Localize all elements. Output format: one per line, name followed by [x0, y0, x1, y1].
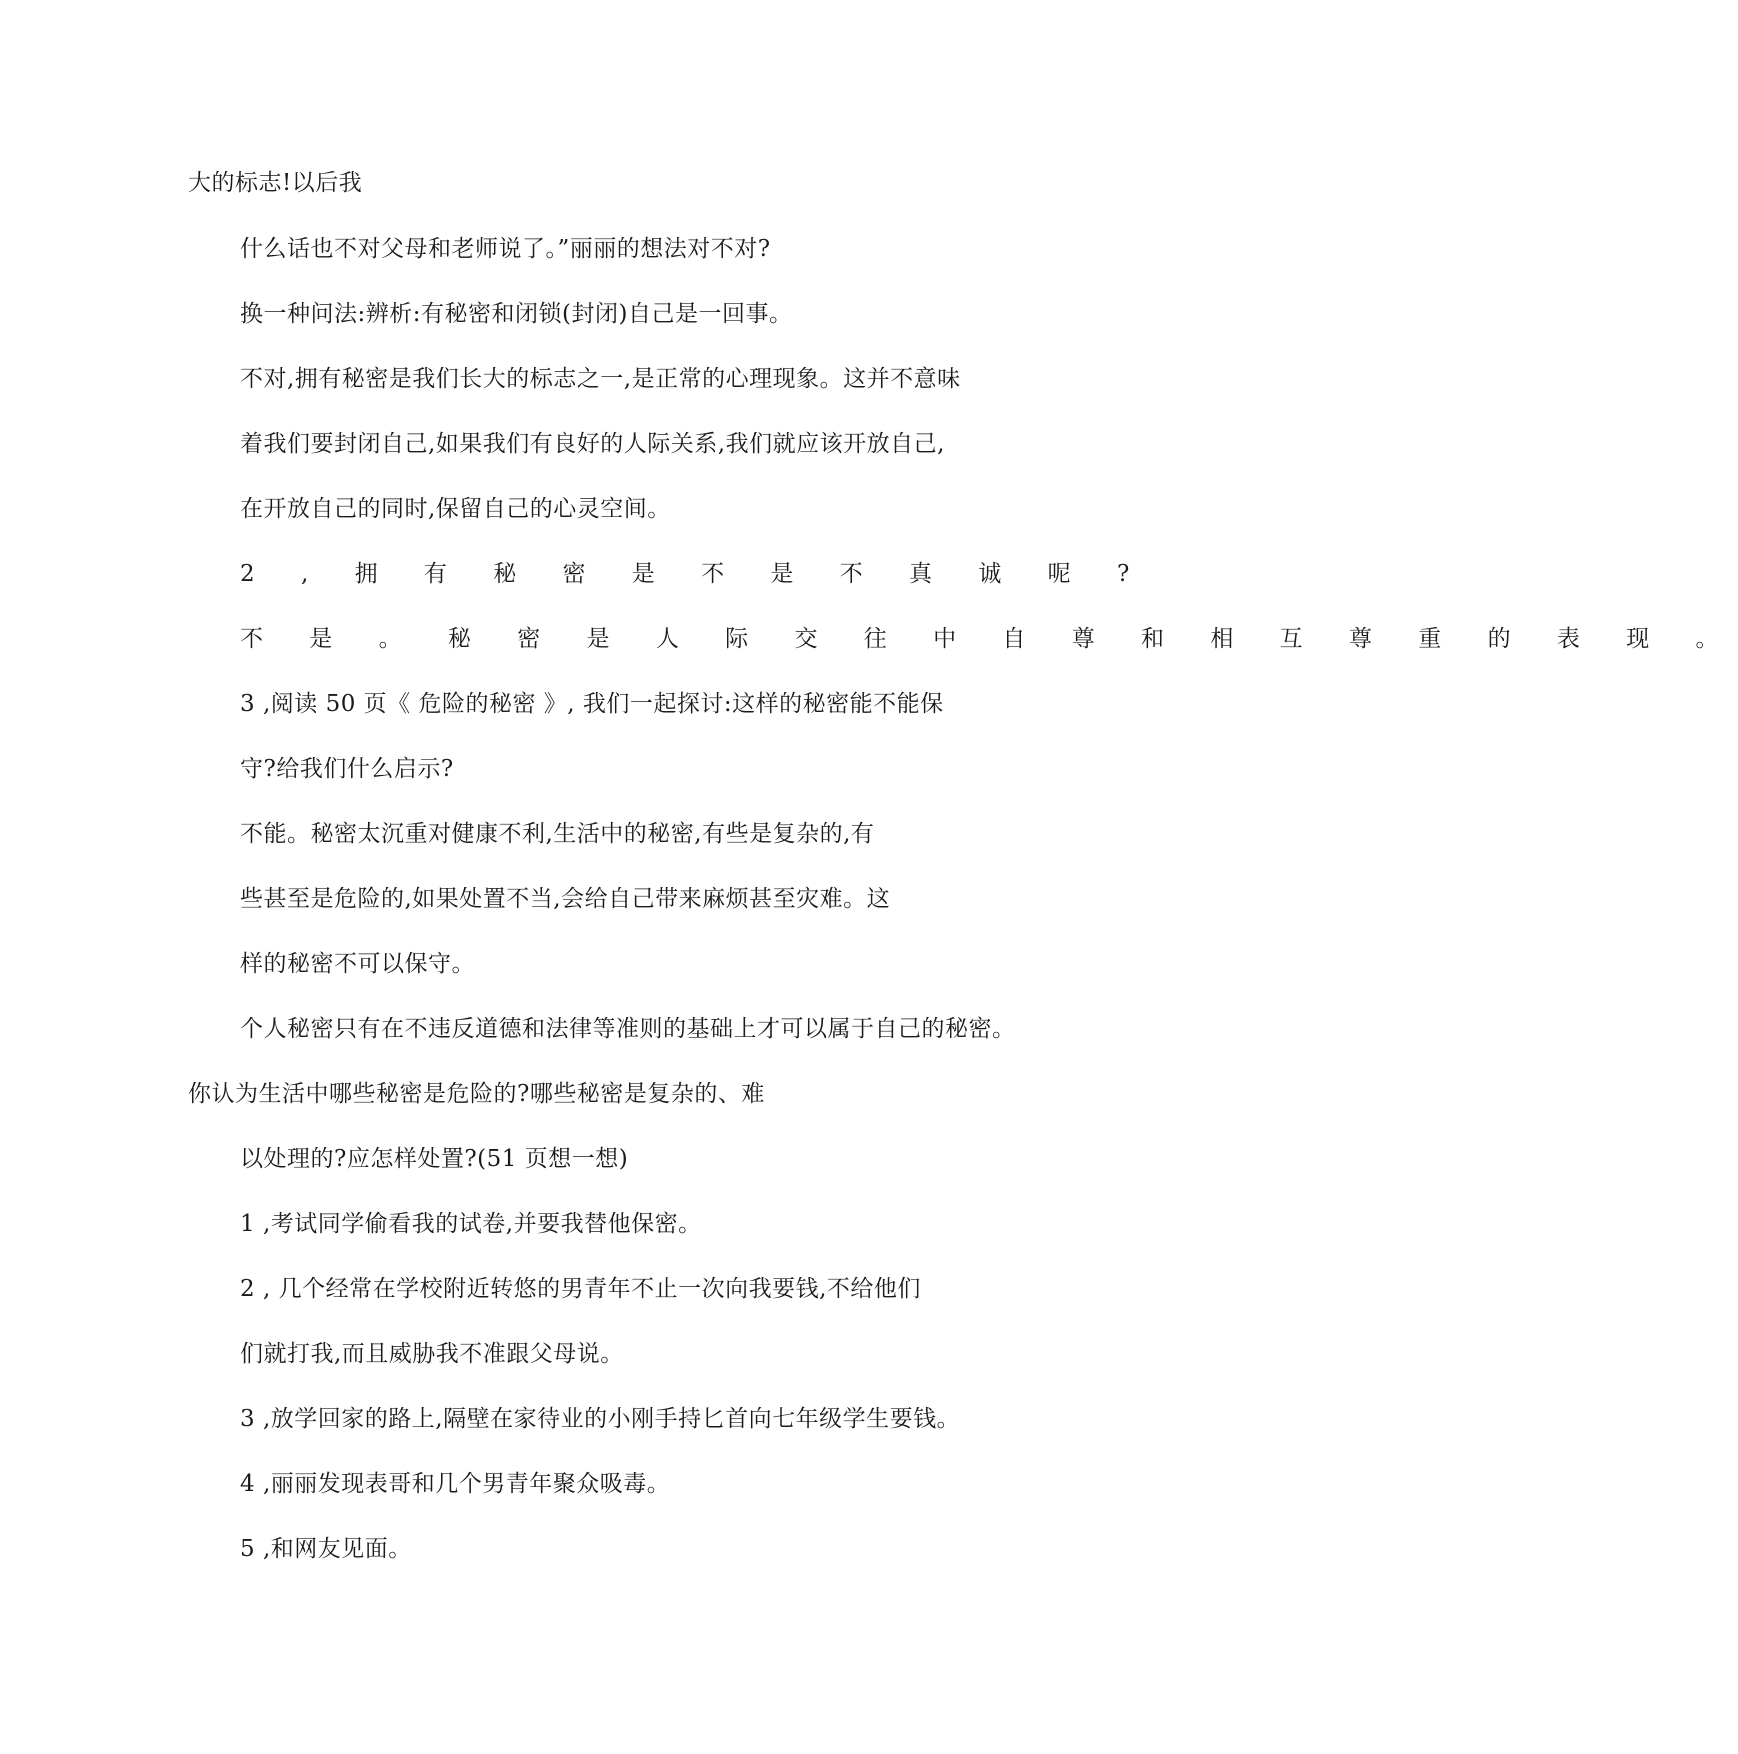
text-line: 你认为生活中哪些秘密是危险的?哪些秘密是复杂的、难 [188, 1081, 765, 1107]
text-line: 大的标志!以后我 [188, 170, 363, 196]
text-line: 守?给我们什么启示? [240, 756, 454, 782]
list-item: 1 ,考试同学偷看我的试卷,并要我替他保密。 [240, 1211, 702, 1237]
list-item: 2 , 几个经常在学校附近转悠的男青年不止一次向我要钱,不给他们 [240, 1276, 921, 1302]
list-item: 4 ,丽丽发现表哥和几个男青年聚众吸毒。 [240, 1471, 671, 1497]
question-heading: 3 ,阅读 50 页《 危险的秘密 》, 我们一起探讨:这样的秘密能不能保 [240, 691, 944, 717]
text-line: 们就打我,而且威胁我不准跟父母说。 [240, 1341, 624, 1367]
text-line: 个人秘密只有在不违反道德和法律等准则的基础上才可以属于自己的秘密。 [240, 1016, 1016, 1042]
text-line: 以处理的?应怎样处置?(51 页想一想) [240, 1146, 629, 1172]
question-heading: 2 , 拥 有 秘 密 是 不 是 不 真 诚 呢 ? [240, 561, 1149, 587]
text-line: 不对,拥有秘密是我们长大的标志之一,是正常的心理现象。这并不意味 [240, 366, 961, 392]
text-line: 样的秘密不可以保守。 [240, 951, 475, 977]
text-line: 换一种问法:辨析:有秘密和闭锁(封闭)自己是一回事。 [240, 301, 793, 327]
answer-line: 不 是 。 秘 密 是 人 际 交 往 中 自 尊 和 相 互 尊 重 的 表 现 。 [240, 626, 1738, 652]
text-line: 在开放自己的同时,保留自己的心灵空间。 [240, 496, 671, 522]
text-line: 着我们要封闭自己,如果我们有良好的人际关系,我们就应该开放自己, [240, 431, 945, 457]
list-item: 5 ,和网友见面。 [240, 1536, 412, 1562]
text-line: 不能。秘密太沉重对健康不利,生活中的秘密,有些是复杂的,有 [240, 821, 875, 847]
text-line: 什么话也不对父母和老师说了。”丽丽的想法对不对? [240, 236, 771, 262]
list-item: 3 ,放学回家的路上,隔壁在家待业的小刚手持匕首向七年级学生要钱。 [240, 1406, 961, 1432]
text-line: 些甚至是危险的,如果处置不当,会给自己带来麻烦甚至灾难。这 [240, 886, 891, 912]
